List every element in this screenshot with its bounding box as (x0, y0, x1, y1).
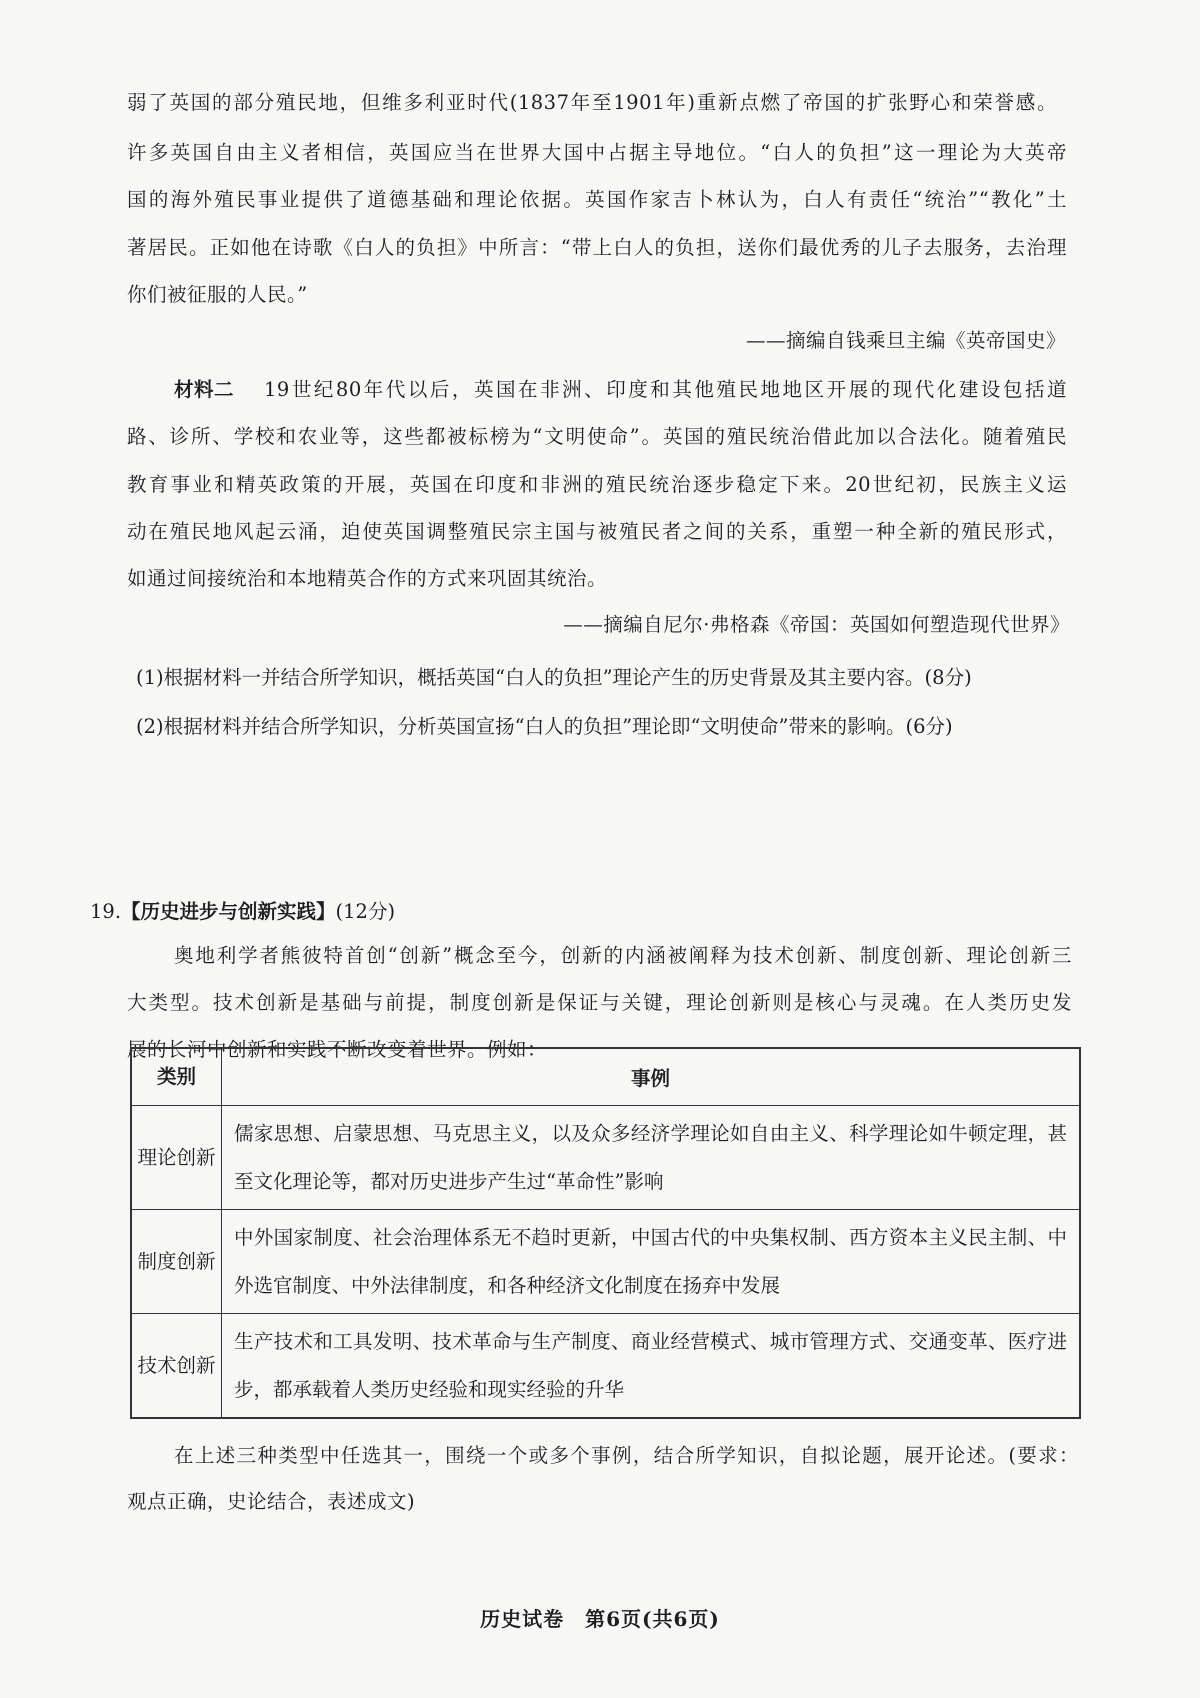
material2-line-1: 19世纪80年代以后，英国在非洲、印度和其他殖民地地区开展的现代化建设包括道 (264, 378, 1067, 401)
question-1: (1)根据材料一并结合所学知识，概括英国“白人的负担”理论产生的历史背景及其主要内容。(8分) (136, 666, 972, 689)
innovation-table (130, 1047, 1081, 1419)
material2-line-3: 教育事业和精英政策的开展，英国在印度和非洲的殖民统治逐步稳定下来。20世纪初，民族主义运 (127, 473, 1067, 496)
material1-line-1: 弱了英国的部分殖民地，但维多利亚时代(1837年至1901年)重新点燃了帝国的扩张野心和荣誉感。 (127, 91, 1057, 114)
page-footer: 历史试卷 第6页(共6页) (480, 1607, 720, 1631)
material1-line-5: 你们被征服的人民。” (127, 283, 308, 306)
question-title: 【历史进步与创新实践】 (121, 900, 336, 923)
row-example: 生产技术和工具发明、技术革命与生产制度、商业经营模式、城市管理方式、交通变革、医疗进步，都承载着人类历史经验和现实经验的升华 (222, 1314, 1081, 1419)
source-1: ——摘编自钱乘旦主编《英帝国史》 (745, 329, 1066, 352)
row-category: 制度创新 (131, 1210, 222, 1314)
q19-intro-line-2: 大类型。技术创新是基础与前提，制度创新是保证与关键，理论创新则是核心与灵魂。在人类历史发 (127, 991, 1072, 1014)
question-19-heading (90, 896, 395, 924)
material1-line-4: 著居民。正如他在诗歌《白人的负担》中所言：“带上白人的负担，送你们最优秀的儿子去服务，去治理 (127, 236, 1067, 259)
material1-line-2: 许多英国自由主义者相信，英国应当在世界大国中占据主导地位。“白人的负担”这一理论为大英帝 (127, 141, 1067, 164)
row-example: 中外国家制度、社会治理体系无不趋时更新，中国古代的中央集权制、西方资本主义民主制、中外选官制度、中外法律制度，和各种经济文化制度在扬弃中发展 (222, 1210, 1081, 1314)
material2-label: 材料二 (174, 378, 235, 401)
row-category: 理论创新 (131, 1106, 222, 1210)
q19-task-line-2: 观点正确，史论结合，表述成文) (127, 1490, 416, 1513)
q19-intro-line-1: 奥地利学者熊彼特首创“创新”概念至今，创新的内涵被阐释为技术创新、制度创新、理论创新三 (174, 944, 1072, 967)
table-row (131, 1314, 1080, 1419)
row-example: 儒家思想、启蒙思想、马克思主义，以及众多经济学理论如自由主义、科学理论如牛顿定理，甚至文化理论等，都对历史进步产生过“革命性”影响 (222, 1106, 1081, 1210)
q19-intro-line-3: 展的长河中创新和实践不断改变着世界。例如： (127, 1038, 548, 1061)
table-row (131, 1106, 1080, 1210)
row-category: 技术创新 (131, 1314, 222, 1419)
question-points: (12分) (335, 900, 396, 923)
q19-task-line-1: 在上述三种类型中任选其一，围绕一个或多个事例，结合所学知识，自拟论题，展开论述。(要求： (174, 1444, 1079, 1467)
material2-line-4: 动在殖民地风起云涌，迫使英国调整殖民宗主国与被殖民者之间的关系，重塑一种全新的殖民形式， (127, 520, 1067, 543)
header-category: 类别 (131, 1048, 222, 1106)
table-row (131, 1210, 1080, 1314)
question-2: (2)根据材料并结合所学知识，分析英国宣扬“白人的负担”理论即“文明使命”带来的影响。(6分) (136, 715, 953, 738)
material2-line-2: 路、诊所、学校和农业等，这些都被标榜为“文明使命”。英国的殖民统治借此加以合法化。随着殖民 (127, 425, 1067, 448)
source-2: ——摘编自尼尔·弗格森《帝国：英国如何塑造现代世界》 (563, 613, 1070, 636)
material2-line-5: 如通过间接统治和本地精英合作的方式来巩固其统治。 (127, 567, 608, 590)
table-header-row (131, 1048, 1080, 1106)
header-example: 事例 (222, 1048, 1081, 1106)
question-number: 19. (90, 900, 122, 923)
material1-line-3: 国的海外殖民事业提供了道德基础和理论依据。英国作家吉卜林认为，白人有责任“统治”“教化”土 (127, 188, 1067, 211)
